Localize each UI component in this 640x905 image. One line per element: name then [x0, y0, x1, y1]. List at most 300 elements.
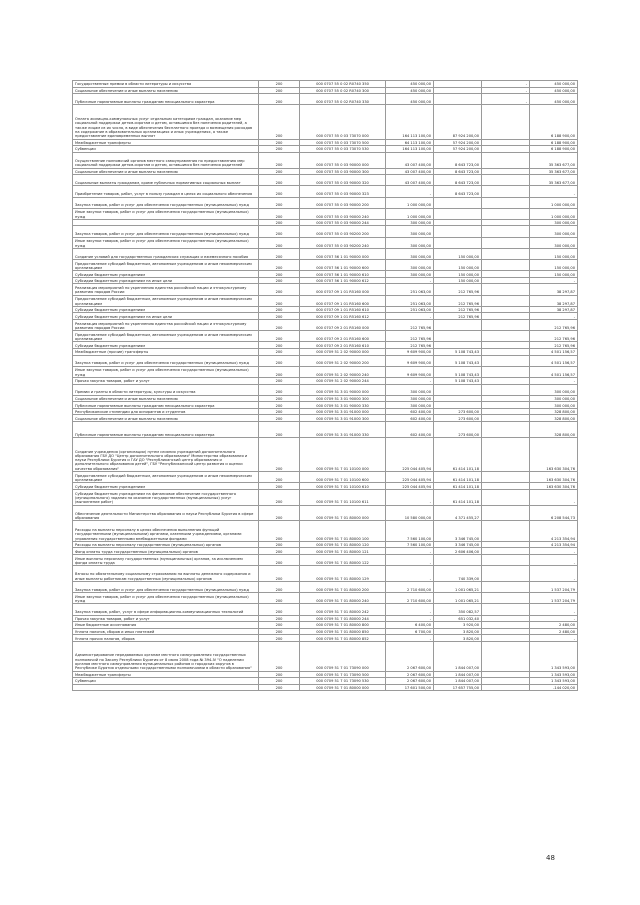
row-unexecuted-cell: 300 000,00 — [530, 402, 578, 409]
page-number: 48 — [546, 854, 555, 862]
row-name-cell: Субвенции — [73, 146, 259, 153]
table-row — [73, 226, 578, 237]
row-kbk-cell: 000 0707 56 1 01 90000 000 — [300, 248, 386, 259]
row-other-cell — [482, 566, 530, 582]
row-executed-cell: 212 765,96 — [434, 313, 482, 320]
table-row — [73, 139, 578, 146]
table-row — [73, 489, 578, 505]
table-row — [73, 628, 578, 635]
row-kbk-cell: 000 0707 56 1 01 90000 600 — [300, 260, 386, 271]
row-unexecuted-cell: 1 343 593,00 — [530, 671, 578, 678]
row-name-cell: Публичные нормативные выплаты гражданам несоциального характера — [73, 422, 259, 438]
row-executed-cell: 1 844 007,00 — [434, 671, 482, 678]
row-kbk-cell: 000 0709 51 7 01 80000 244 — [300, 615, 386, 622]
row-name-cell: Предоставление субсидий бюджетным, автономным учреждениям и иным некоммерческим организациям — [73, 295, 259, 306]
row-name-cell: Иные бюджетные ассигнования — [73, 622, 259, 629]
row-kbk-cell: 000 0709 51 3 01 90000 330 — [300, 402, 386, 409]
row-executed-cell: 150 000,00 — [434, 260, 482, 271]
row-approved-cell: 164 113 100,00 — [386, 146, 434, 153]
row-kbk-cell: 000 0709 51 7 01 80000 242 — [300, 604, 386, 615]
row-executed-cell — [434, 87, 482, 94]
row-unexecuted-cell: 2 480,00 — [530, 628, 578, 635]
row-approved-cell: 251 063,00 — [386, 306, 434, 313]
row-kbk-cell: 000 0709 51 7 01 10100 610 — [300, 483, 386, 490]
row-name-cell — [73, 219, 259, 226]
row-executed-cell: 57 924 200,00 — [434, 146, 482, 153]
row-other-cell — [482, 366, 530, 377]
row-name-cell — [73, 684, 259, 691]
row-approved-cell: 6 700,00 — [386, 628, 434, 635]
row-approved-cell: 450 000,00 — [386, 94, 434, 105]
row-name-cell: Публичные нормативные выплаты гражданам несоциального характера — [73, 402, 259, 409]
row-executed-cell: 3 820,00 — [434, 628, 482, 635]
row-unexecuted-cell: 212 765,96 — [530, 319, 578, 330]
row-kbk-cell: 000 0709 51 7 01 80000 120 — [300, 541, 386, 548]
row-name-cell: Республиканские стипендии для аспирантов и студентов — [73, 408, 259, 415]
row-other-cell — [482, 260, 530, 271]
row-name-cell: Субсидии бюджетным учреждениям — [73, 342, 259, 349]
row-kbk-cell: 000 0707 56 1 01 90000 612 — [300, 277, 386, 284]
row-approved-cell: - — [386, 566, 434, 582]
row-name-cell: Субсидии бюджетным учреждениям — [73, 483, 259, 490]
row-kbk-cell: 000 0707 55 0 02 R0740 350 — [300, 81, 386, 88]
row-kbk-cell: 000 0709 51 2 02 90000 200 — [300, 355, 386, 366]
row-name-cell: Субсидии бюджетным учреждениям на иные цели — [73, 277, 259, 284]
row-name-cell: Социальные выплаты гражданам, кроме публичных нормативных социальных выплат — [73, 175, 259, 186]
table-row — [73, 604, 578, 615]
row-name-cell: Реализация мероприятий по укреплению единства российской нации и этнокультурному развитию народов России — [73, 319, 259, 330]
row-code-cell: 200 — [259, 146, 300, 153]
row-approved-cell: 1 000 000,00 — [386, 197, 434, 208]
row-code-cell: 200 — [259, 395, 300, 402]
row-kbk-cell: 000 0709 51 7 01 80000 240 — [300, 593, 386, 604]
row-name-cell: Премии и гранты в области литературы, культуры и искусства — [73, 384, 259, 395]
row-executed-cell — [434, 197, 482, 208]
row-executed-cell: 61 414 101,18 — [434, 489, 482, 505]
table-row — [73, 377, 578, 384]
row-name-cell: Социальное обеспечение и иные выплаты населению — [73, 87, 259, 94]
row-other-cell — [482, 284, 530, 295]
row-other-cell — [482, 604, 530, 615]
row-name-cell: Субсидии бюджетным учреждениям на финансовое обеспечение государственного (муниципального) задания на оказание государственных (муниципальных) услуг (выполнение работ) — [73, 489, 259, 505]
table-row — [73, 472, 578, 483]
row-unexecuted-cell: 35 363 677,00 — [530, 168, 578, 175]
table-row — [73, 295, 578, 306]
row-unexecuted-cell: 4 501 156,57 — [530, 348, 578, 355]
row-unexecuted-cell: 450 000,00 — [530, 87, 578, 94]
row-name-cell: Фонд оплаты труда государственных (муниципальных) органов — [73, 548, 259, 555]
table-row — [73, 219, 578, 226]
row-executed-cell — [434, 395, 482, 402]
row-other-cell — [482, 684, 530, 691]
table-row — [73, 271, 578, 278]
row-code-cell: 200 — [259, 505, 300, 521]
row-unexecuted-cell: - — [530, 313, 578, 320]
row-approved-cell: 225 044 405,94 — [386, 483, 434, 490]
budget-execution-table — [72, 80, 578, 691]
row-code-cell: 200 — [259, 489, 300, 505]
row-unexecuted-cell: 163 630 304,76 — [530, 483, 578, 490]
row-approved-cell: 1 000 000,00 — [386, 208, 434, 219]
row-code-cell: 200 — [259, 168, 300, 175]
row-code-cell: 200 — [259, 615, 300, 622]
row-code-cell: 200 — [259, 306, 300, 313]
row-code-cell: 200 — [259, 186, 300, 197]
row-code-cell: 200 — [259, 271, 300, 278]
table-row — [73, 505, 578, 521]
row-executed-cell — [434, 342, 482, 349]
table-row — [73, 483, 578, 490]
row-name-cell: Создание учреждения (организации) путем слияния учреждений дополнительного образования ГБУ ДО "Центр дополнительного образования" Министерства образования и науки Республики Бурятия и ГАУ ДО "Республиканский центр образования и дополнительного образования детей", ГБУ "Республиканский центр развития и оценки качества образования" — [73, 437, 259, 471]
row-approved-cell: 251 063,00 — [386, 284, 434, 295]
row-executed-cell: 150 000,00 — [434, 271, 482, 278]
row-name-cell: Государственные премии в области литературы и искусства — [73, 81, 259, 88]
table-row — [73, 175, 578, 186]
table-row — [73, 422, 578, 438]
row-code-cell: 200 — [259, 152, 300, 168]
row-kbk-cell: 000 0707 09 2 01 R5160 600 — [300, 331, 386, 342]
row-unexecuted-cell: - — [530, 489, 578, 505]
row-kbk-cell: 000 0707 55 0 03 90000 300 — [300, 168, 386, 175]
row-other-cell — [482, 395, 530, 402]
row-kbk-cell: 000 0707 55 0 03 73070 530 — [300, 146, 386, 153]
row-approved-cell: 9 609 900,00 — [386, 355, 434, 366]
row-name-cell: Субсидии бюджетным учреждениям — [73, 271, 259, 278]
table-row — [73, 331, 578, 342]
row-other-cell — [482, 295, 530, 306]
row-approved-cell: - — [386, 635, 434, 642]
row-name-cell: Прочая закупка товаров, работ и услуг — [73, 377, 259, 384]
row-approved-cell: 2 067 600,00 — [386, 641, 434, 671]
row-executed-cell — [434, 555, 482, 566]
row-approved-cell: 2 067 600,00 — [386, 678, 434, 685]
row-other-cell — [482, 377, 530, 384]
row-other-cell: - — [482, 81, 530, 88]
row-approved-cell: 17 601 500,00 — [386, 684, 434, 691]
row-kbk-cell: 000 0709 51 3 01 91000 000 — [300, 408, 386, 415]
row-kbk-cell: 000 0709 51 7 01 80000 129 — [300, 566, 386, 582]
row-unexecuted-cell: - — [530, 277, 578, 284]
row-executed-cell: 1 844 007,00 — [434, 641, 482, 671]
row-other-cell — [482, 271, 530, 278]
row-name-cell: Предоставление субсидий бюджетным, автономным учреждениям и иным некоммерческим организациям — [73, 260, 259, 271]
row-unexecuted-cell: 300 000,00 — [530, 395, 578, 402]
row-approved-cell: - — [386, 615, 434, 622]
row-approved-cell: 43 007 400,00 — [386, 152, 434, 168]
row-code-cell: 200 — [259, 437, 300, 471]
row-executed-cell: 61 414 101,18 — [434, 483, 482, 490]
row-kbk-cell: 000 0709 51 7 01 80000 200 — [300, 582, 386, 593]
row-other-cell — [482, 152, 530, 168]
row-approved-cell: - — [386, 489, 434, 505]
row-unexecuted-cell: - — [530, 548, 578, 555]
row-executed-cell: 5 108 743,43 — [434, 366, 482, 377]
table-row — [73, 197, 578, 208]
row-name-cell: Расходы на выплаты персоналу в целях обеспечения выполнения функций государственными (муниципальными) органами, казенными учреждениями, органами управления государственными внебюджетными фондами — [73, 521, 259, 541]
row-other-cell — [482, 237, 530, 248]
table-row — [73, 186, 578, 197]
row-kbk-cell: 000 0709 51 7 01 80000 852 — [300, 635, 386, 642]
row-unexecuted-cell: - — [530, 635, 578, 642]
row-code-cell: 200 — [259, 331, 300, 342]
row-name-cell: Обеспечение деятельности Министерства образования и науки Республики Бурятия в сфере образования — [73, 505, 259, 521]
row-code-cell: 200 — [259, 248, 300, 259]
row-code-cell: 200 — [259, 671, 300, 678]
row-code-cell: 200 — [259, 582, 300, 593]
row-unexecuted-cell: 163 630 304,76 — [530, 472, 578, 483]
row-approved-cell: 300 000,00 — [386, 402, 434, 409]
row-unexecuted-cell: 212 765,96 — [530, 342, 578, 349]
row-approved-cell: - — [386, 548, 434, 555]
row-code-cell: 200 — [259, 622, 300, 629]
row-unexecuted-cell: - — [530, 186, 578, 197]
row-approved-cell: - — [386, 277, 434, 284]
row-other-cell — [482, 208, 530, 219]
row-unexecuted-cell: - — [530, 377, 578, 384]
table-row — [73, 306, 578, 313]
row-other-cell — [482, 342, 530, 349]
row-unexecuted-cell: - — [530, 555, 578, 566]
row-executed-cell: 8 643 723,00 — [434, 168, 482, 175]
row-approved-cell: 9 609 900,00 — [386, 366, 434, 377]
row-executed-cell — [434, 319, 482, 330]
row-other-cell — [482, 437, 530, 471]
row-name-cell: Иные выплаты персоналу государственных (муниципальных) органов, за исключением фонда оплаты труда — [73, 555, 259, 566]
row-other-cell — [482, 175, 530, 186]
row-executed-cell: 273 600,00 — [434, 422, 482, 438]
row-approved-cell: 2 710 600,00 — [386, 582, 434, 593]
row-code-cell: 200 — [259, 284, 300, 295]
table-row — [73, 277, 578, 284]
row-executed-cell — [434, 208, 482, 219]
row-name-cell: Иные закупки товаров, работ и услуг для обеспечения государственных (муниципальных) нужд — [73, 366, 259, 377]
row-unexecuted-cell: 212 765,96 — [530, 331, 578, 342]
row-kbk-cell: 000 0709 51 7 01 73090 500 — [300, 671, 386, 678]
row-approved-cell: 300 000,00 — [386, 395, 434, 402]
row-kbk-cell: 000 0707 55 0 03 90200 240 — [300, 237, 386, 248]
row-unexecuted-cell: 38 297,87 — [530, 306, 578, 313]
row-other-cell — [482, 548, 530, 555]
row-approved-cell: 2 067 600,00 — [386, 671, 434, 678]
row-unexecuted-cell: 4 213 354,94 — [530, 541, 578, 548]
row-name-cell: Межбюджетные трансферты — [73, 671, 259, 678]
row-other-cell — [482, 555, 530, 566]
table-row — [73, 237, 578, 248]
row-approved-cell: - — [386, 604, 434, 615]
table-row — [73, 168, 578, 175]
row-name-cell: Социальное обеспечение и иные выплаты населению — [73, 168, 259, 175]
row-name-cell: Закупка товаров, работ и услуг для обеспечения государственных (муниципальных) нужд — [73, 197, 259, 208]
row-kbk-cell: 000 0709 51 3 01 91000 300 — [300, 415, 386, 422]
row-executed-cell: 3 346 745,00 — [434, 521, 482, 541]
table-row — [73, 319, 578, 330]
row-approved-cell: 43 007 400,00 — [386, 168, 434, 175]
table-row — [73, 541, 578, 548]
row-executed-cell: 5 108 743,43 — [434, 348, 482, 355]
row-name-cell: Предоставление субсидий бюджетным, автономным учреждениям и иным некоммерческим организациям — [73, 472, 259, 483]
row-code-cell: 200 — [259, 541, 300, 548]
row-unexecuted-cell: 150 000,00 — [530, 271, 578, 278]
row-other-cell — [482, 521, 530, 541]
table-row — [73, 555, 578, 566]
row-executed-cell: 8 643 723,00 — [434, 175, 482, 186]
row-executed-cell: 61 414 101,18 — [434, 437, 482, 471]
row-executed-cell: 3 346 745,00 — [434, 541, 482, 548]
row-other-cell — [482, 355, 530, 366]
row-kbk-cell: 000 0709 51 2 02 90000 240 — [300, 366, 386, 377]
row-code-cell: 200 — [259, 555, 300, 566]
row-code-cell: 200 — [259, 197, 300, 208]
row-other-cell — [482, 593, 530, 604]
table-row — [73, 415, 578, 422]
row-unexecuted-cell: 4 501 156,57 — [530, 355, 578, 366]
row-name-cell: Оплата жилищно-коммунальных услуг отдельным категориям граждан, оказание мер социальной поддержки детям-сиротам и детям, оставшимся без попечения родителей, а также лицам из их числа, в виде обеспечения бесплатного проезда и возмещения расходов на содержание в образовательных организациях и иных учреждениях, а также предоставление единовременных выплат — [73, 105, 259, 139]
row-name-cell: Уплата прочих налогов, сборов — [73, 635, 259, 642]
row-other-cell: - — [482, 94, 530, 105]
row-code-cell: 200 — [259, 295, 300, 306]
row-name-cell: Взносы по обязательному социальному страхованию на выплаты денежного содержания и иные выплаты работникам государственных (муниципальных) органов — [73, 566, 259, 582]
row-approved-cell: 212 765,96 — [386, 331, 434, 342]
row-unexecuted-cell: 328 800,00 — [530, 408, 578, 415]
table-row — [73, 348, 578, 355]
table-row — [73, 87, 578, 94]
row-other-cell — [482, 422, 530, 438]
row-executed-cell — [434, 237, 482, 248]
row-executed-cell — [434, 219, 482, 226]
row-kbk-cell: 000 0707 55 0 03 90000 000 — [300, 152, 386, 168]
row-kbk-cell: 000 0709 51 7 01 73090 530 — [300, 678, 386, 685]
row-name-cell: Реализация мероприятий по укреплению единства российской нации и этнокультурному развитию народов России — [73, 284, 259, 295]
row-approved-cell: 7 560 100,00 — [386, 521, 434, 541]
table-row — [73, 671, 578, 678]
table-row — [73, 566, 578, 582]
row-unexecuted-cell: 1 000 000,00 — [530, 208, 578, 219]
row-other-cell — [482, 348, 530, 355]
row-unexecuted-cell: 6 208 544,73 — [530, 505, 578, 521]
row-approved-cell: 450 000,00 — [386, 87, 434, 94]
row-unexecuted-cell: 6 188 900,00 — [530, 105, 578, 139]
row-name-cell: Межбюджетные (прочие) трансферты — [73, 348, 259, 355]
table-row — [73, 521, 578, 541]
table-row — [73, 593, 578, 604]
row-code-cell: 200 — [259, 355, 300, 366]
row-approved-cell: 164 113 100,00 — [386, 105, 434, 139]
row-unexecuted-cell: - — [530, 615, 578, 622]
row-code-cell: 200 — [259, 175, 300, 186]
row-executed-cell: 150 000,00 — [434, 248, 482, 259]
row-code-cell: 200 — [259, 226, 300, 237]
table-row — [73, 684, 578, 691]
row-executed-cell: 8 643 723,00 — [434, 186, 482, 197]
row-unexecuted-cell: 38 297,87 — [530, 284, 578, 295]
row-kbk-cell: 000 0709 51 7 01 80000 800 — [300, 622, 386, 629]
row-other-cell — [482, 622, 530, 629]
table-row — [73, 81, 578, 88]
row-executed-cell: 4 371 455,27 — [434, 505, 482, 521]
row-unexecuted-cell: 300 000,00 — [530, 237, 578, 248]
row-name-cell: Иные закупки товаров, работ и услуг для обеспечения государственных (муниципальных) нужд — [73, 593, 259, 604]
row-code-cell: 200 — [259, 641, 300, 671]
row-code-cell: 200 — [259, 384, 300, 395]
row-name-cell: Субсидии бюджетным учреждениям — [73, 306, 259, 313]
table-row — [73, 678, 578, 685]
row-approved-cell: 6 400,00 — [386, 622, 434, 629]
row-other-cell — [482, 313, 530, 320]
row-code-cell: 200 — [259, 684, 300, 691]
row-approved-cell: 225 044 405,94 — [386, 437, 434, 471]
row-approved-cell: 9 609 900,00 — [386, 348, 434, 355]
table-row — [73, 342, 578, 349]
row-other-cell — [482, 248, 530, 259]
row-code-cell: 200 — [259, 313, 300, 320]
row-other-cell — [482, 641, 530, 671]
row-unexecuted-cell: 300 000,00 — [530, 219, 578, 226]
row-name-cell: Социальное обеспечение и иные выплаты населению — [73, 395, 259, 402]
row-kbk-cell: 000 0707 09 1 01 R5160 612 — [300, 313, 386, 320]
row-other-cell — [482, 408, 530, 415]
row-executed-cell — [434, 384, 482, 395]
row-other-cell — [482, 678, 530, 685]
row-name-cell: Межбюджетные трансферты — [73, 139, 259, 146]
table-row — [73, 622, 578, 629]
row-executed-cell: 1 001 065,21 — [434, 582, 482, 593]
row-unexecuted-cell: 163 630 304,76 — [530, 437, 578, 471]
row-unexecuted-cell: 1 537 204,79 — [530, 582, 578, 593]
row-executed-cell: 3 920,00 — [434, 622, 482, 629]
row-kbk-cell: 000 0707 55 0 03 90000 240 — [300, 208, 386, 219]
row-kbk-cell: 000 0707 09 1 01 R5160 610 — [300, 306, 386, 313]
row-executed-cell: 740 339,00 — [434, 566, 482, 582]
row-executed-cell: 150 000,00 — [434, 277, 482, 284]
row-kbk-cell: 000 0707 55 0 03 73070 000 — [300, 105, 386, 139]
row-executed-cell — [434, 226, 482, 237]
row-unexecuted-cell: 1 000 000,00 — [530, 197, 578, 208]
row-executed-cell — [434, 402, 482, 409]
row-code-cell: 200 — [259, 566, 300, 582]
row-executed-cell: 350 082,57 — [434, 604, 482, 615]
row-code-cell: 200 — [259, 521, 300, 541]
row-executed-cell: 5 108 743,43 — [434, 355, 482, 366]
row-name-cell: Создание условий для государственных гражданских служащих и ежемесячного пособия — [73, 248, 259, 259]
row-unexecuted-cell: 1 343 593,00 — [530, 678, 578, 685]
row-name-cell: Иные закупки товаров, работ и услуг для обеспечения государственных (муниципальных) нужд — [73, 208, 259, 219]
row-kbk-cell: 000 0707 55 0 03 90000 323 — [300, 186, 386, 197]
row-name-cell: Публичные нормативные выплаты гражданам несоциального характера — [73, 94, 259, 105]
row-other-cell — [482, 615, 530, 622]
row-unexecuted-cell: 38 297,87 — [530, 295, 578, 306]
row-other-cell — [482, 146, 530, 153]
row-approved-cell: - — [386, 186, 434, 197]
table-row — [73, 260, 578, 271]
row-executed-cell: 61 414 101,18 — [434, 472, 482, 483]
row-other-cell — [482, 331, 530, 342]
row-other-cell — [482, 628, 530, 635]
row-unexecuted-cell: 150 000,00 — [530, 248, 578, 259]
table-row — [73, 284, 578, 295]
row-other-cell — [482, 384, 530, 395]
row-other-cell — [482, 186, 530, 197]
row-unexecuted-cell: 300 000,00 — [530, 384, 578, 395]
table-row — [73, 248, 578, 259]
row-kbk-cell: 000 0707 55 0 03 73070 500 — [300, 139, 386, 146]
row-executed-cell: 273 600,00 — [434, 415, 482, 422]
row-unexecuted-cell: 35 363 677,00 — [530, 152, 578, 168]
row-code-cell: 200 — [259, 604, 300, 615]
row-unexecuted-cell: 1 343 593,00 — [530, 641, 578, 671]
row-kbk-cell: 000 0707 55 0 03 90200 200 — [300, 226, 386, 237]
row-kbk-cell: 000 0709 51 3 01 91000 330 — [300, 422, 386, 438]
row-executed-cell: 651 032,40 — [434, 615, 482, 622]
